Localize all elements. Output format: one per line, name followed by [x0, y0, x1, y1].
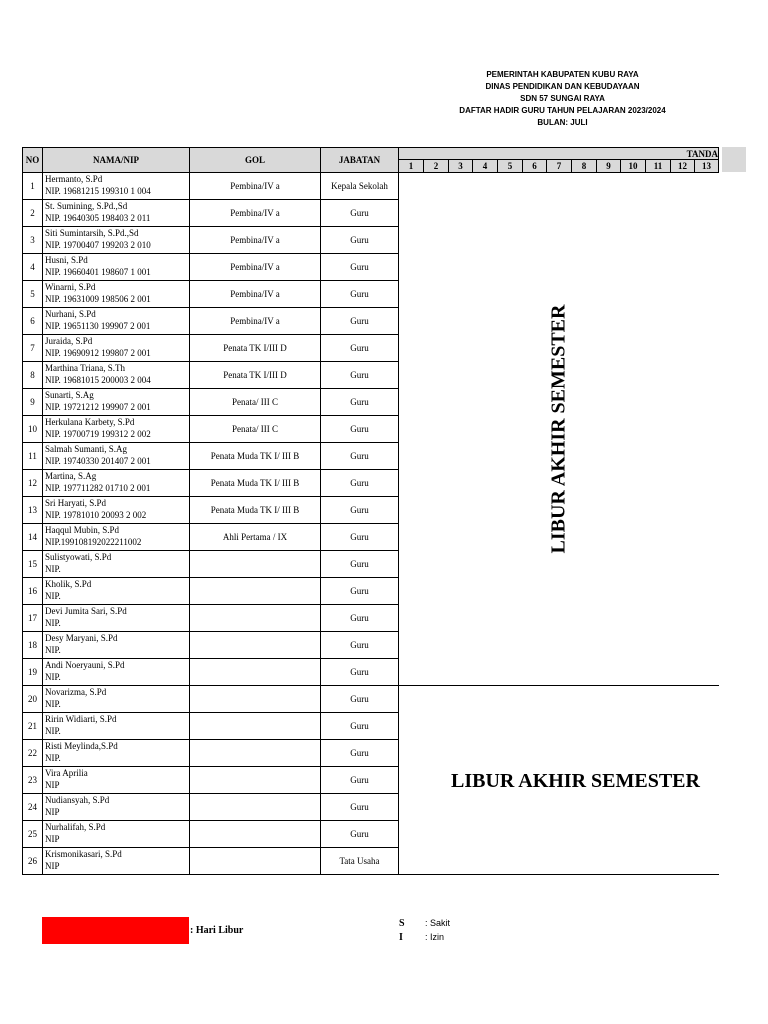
- teacher-name: Sunarti, S.Ag: [45, 390, 94, 400]
- header-month: BULAN: JULI: [537, 118, 588, 127]
- teacher-gol: Pembina/IV a: [190, 227, 321, 254]
- teacher-nip: NIP. 19660401 198607 1 001: [45, 267, 151, 277]
- col-header-gol: GOL: [190, 148, 321, 173]
- teacher-nip: NIP.: [45, 672, 61, 682]
- day-header-cell: 5: [498, 160, 523, 173]
- teacher-jabatan: Guru: [321, 578, 399, 605]
- teacher-gol: [190, 632, 321, 659]
- teacher-nip: NIP. 19781010 20093 2 002: [45, 510, 147, 520]
- teacher-nip: NIP. 19640305 198403 2 011: [45, 213, 151, 223]
- teacher-nip: NIP. 19681215 199310 1 004: [45, 186, 151, 196]
- teacher-jabatan: Guru: [321, 470, 399, 497]
- teacher-nip: NIP. 19651130 199907 2 001: [45, 321, 151, 331]
- teacher-gol: Ahli Pertama / IX: [190, 524, 321, 551]
- teacher-jabatan: Kepala Sekolah: [321, 173, 399, 200]
- teacher-name: Hermanto, S.Pd: [45, 174, 103, 184]
- teacher-name: Haqqul Mubin, S.Pd: [45, 525, 120, 535]
- header-government: PEMERINTAH KABUPATEN KUBU RAYA: [486, 70, 639, 79]
- teacher-gol: Penata TK I/III D: [190, 335, 321, 362]
- teacher-name: Desy Maryani, S.Pd: [45, 633, 118, 643]
- teacher-jabatan: Guru: [321, 821, 399, 848]
- teacher-name-nip: [43, 632, 190, 659]
- teacher-name: St. Sumining, S.Pd.,Sd: [45, 201, 128, 211]
- legend-permit-code: I: [399, 932, 403, 943]
- day-header-cell: 12: [671, 160, 695, 173]
- libur-horizontal-text: LIBUR AKHIR SEMESTER: [451, 770, 700, 792]
- teacher-jabatan: Guru: [321, 605, 399, 632]
- row-number: 18: [23, 632, 43, 659]
- teacher-jabatan: Guru: [321, 227, 399, 254]
- teacher-name-nip: [43, 659, 190, 686]
- teacher-gol: Penata Muda TK I/ III B: [190, 443, 321, 470]
- legend-permit-label: : Izin: [425, 932, 445, 942]
- header-title: DAFTAR HADIR GURU TAHUN PELAJARAN 2023/2024: [459, 106, 666, 115]
- teacher-name: Andi Noeryauni, S.Pd: [45, 660, 125, 670]
- teacher-gol: [190, 713, 321, 740]
- header-overflow-shade: [722, 147, 746, 172]
- teacher-nip: NIP. 19721212 199907 2 001: [45, 402, 151, 412]
- teacher-name: Sri Haryati, S.Pd: [45, 498, 107, 508]
- teacher-gol: [190, 794, 321, 821]
- col-header-nama: NAMA/NIP: [43, 148, 190, 173]
- teacher-name-nip: [43, 578, 190, 605]
- teacher-nip: NIP.: [45, 645, 61, 655]
- teacher-nip: NIP: [45, 834, 60, 844]
- teacher-name: Husni, S.Pd: [45, 255, 88, 265]
- row-number: 17: [23, 605, 43, 632]
- libur-block-vertical: [399, 173, 719, 686]
- row-number: 14: [23, 524, 43, 551]
- teacher-gol: Penata TK I/III D: [190, 362, 321, 389]
- teacher-name-nip: [43, 362, 190, 389]
- teacher-jabatan: Guru: [321, 362, 399, 389]
- teacher-jabatan: Guru: [321, 389, 399, 416]
- day-header-cell: 13: [695, 160, 719, 173]
- teacher-jabatan: Guru: [321, 416, 399, 443]
- table-row: [23, 686, 719, 713]
- teacher-name-nip: [43, 254, 190, 281]
- teacher-gol: [190, 578, 321, 605]
- teacher-name-nip: [43, 497, 190, 524]
- legend-sick-code: S: [399, 918, 405, 929]
- teacher-name-nip: [43, 605, 190, 632]
- teacher-gol: Pembina/IV a: [190, 254, 321, 281]
- row-number: 7: [23, 335, 43, 362]
- row-number: 11: [23, 443, 43, 470]
- col-header-tanda: TANDA: [399, 148, 719, 160]
- teacher-nip: NIP: [45, 807, 60, 817]
- teacher-gol: [190, 767, 321, 794]
- teacher-gol: Penata/ III C: [190, 416, 321, 443]
- teacher-jabatan: Guru: [321, 632, 399, 659]
- teacher-gol: Pembina/IV a: [190, 281, 321, 308]
- holiday-color-swatch: [42, 917, 189, 944]
- teacher-name-nip: [43, 551, 190, 578]
- teacher-gol: [190, 551, 321, 578]
- teacher-jabatan: Guru: [321, 308, 399, 335]
- teacher-jabatan: Guru: [321, 767, 399, 794]
- row-number: 24: [23, 794, 43, 821]
- teacher-gol: [190, 659, 321, 686]
- teacher-name-nip: [43, 740, 190, 767]
- teacher-jabatan: Guru: [321, 686, 399, 713]
- row-number: 10: [23, 416, 43, 443]
- teacher-jabatan: Tata Usaha: [321, 848, 399, 875]
- col-header-jabatan: JABATAN: [321, 148, 399, 173]
- row-number: 19: [23, 659, 43, 686]
- teacher-jabatan: Guru: [321, 551, 399, 578]
- teacher-name-nip: [43, 443, 190, 470]
- teacher-jabatan: Guru: [321, 524, 399, 551]
- teacher-nip: NIP.199108192022211002: [45, 537, 142, 547]
- teacher-nip: NIP. 19700719 199312 2 002: [45, 429, 151, 439]
- teacher-nip: NIP. 197711282 01710 2 001: [45, 483, 151, 493]
- teacher-nip: NIP.: [45, 699, 61, 709]
- libur-vertical-text: LIBUR AKHIR SEMESTER: [547, 304, 570, 554]
- teacher-name: Nudiansyah, S.Pd: [45, 795, 110, 805]
- holiday-legend-label: : Hari Libur: [190, 925, 244, 936]
- teacher-name-nip: [43, 308, 190, 335]
- day-header-cell: 3: [449, 160, 473, 173]
- day-header-cell: 6: [523, 160, 547, 173]
- teacher-name: Herkulana Karbety, S.Pd: [45, 417, 135, 427]
- row-number: 4: [23, 254, 43, 281]
- row-number: 8: [23, 362, 43, 389]
- teacher-name: Sulistyowati, S.Pd: [45, 552, 112, 562]
- teacher-name: Martina, S.Ag: [45, 471, 97, 481]
- document-header: [420, 69, 705, 129]
- teacher-name-nip: [43, 470, 190, 497]
- day-header-cell: 10: [621, 160, 646, 173]
- row-number: 22: [23, 740, 43, 767]
- teacher-gol: [190, 686, 321, 713]
- teacher-jabatan: Guru: [321, 443, 399, 470]
- teacher-jabatan: Guru: [321, 794, 399, 821]
- teacher-gol: [190, 740, 321, 767]
- row-number: 26: [23, 848, 43, 875]
- teacher-jabatan: Guru: [321, 659, 399, 686]
- row-number: 1: [23, 173, 43, 200]
- teacher-nip: NIP.: [45, 753, 61, 763]
- teacher-gol: Pembina/IV a: [190, 173, 321, 200]
- teacher-name: Vira Aprilia: [45, 768, 88, 778]
- teacher-name: Salmah Sumanti, S.Ag: [45, 444, 128, 454]
- row-number: 5: [23, 281, 43, 308]
- teacher-name-nip: [43, 389, 190, 416]
- teacher-gol: Pembina/IV a: [190, 308, 321, 335]
- teacher-jabatan: Guru: [321, 335, 399, 362]
- teacher-name: Risti Meylinda,S.Pd: [45, 741, 118, 751]
- day-header-cell: 8: [572, 160, 597, 173]
- teacher-name: Winarni, S.Pd: [45, 282, 96, 292]
- teacher-gol: [190, 821, 321, 848]
- teacher-gol: Penata/ III C: [190, 389, 321, 416]
- teacher-name: Siti Sumintarsih, S.Pd.,Sd: [45, 228, 139, 238]
- row-number: 3: [23, 227, 43, 254]
- row-number: 21: [23, 713, 43, 740]
- row-number: 13: [23, 497, 43, 524]
- teacher-nip: NIP. 19631009 198506 2 001: [45, 294, 151, 304]
- col-header-no: NO: [23, 148, 43, 173]
- teacher-name-nip: [43, 335, 190, 362]
- day-header-cell: 2: [424, 160, 449, 173]
- teacher-name-nip: [43, 281, 190, 308]
- teacher-nip: NIP. 19740330 201407 2 001: [45, 456, 151, 466]
- teacher-nip: NIP. 19690912 199807 2 001: [45, 348, 151, 358]
- teacher-name-nip: [43, 173, 190, 200]
- teacher-name: Novarizma, S.Pd: [45, 687, 107, 697]
- row-number: 20: [23, 686, 43, 713]
- teacher-name-nip: [43, 767, 190, 794]
- teacher-name-nip: [43, 227, 190, 254]
- teacher-name-nip: [43, 524, 190, 551]
- teacher-nip: NIP: [45, 861, 60, 871]
- row-number: 2: [23, 200, 43, 227]
- row-number: 23: [23, 767, 43, 794]
- teacher-jabatan: Guru: [321, 497, 399, 524]
- row-number: 16: [23, 578, 43, 605]
- teacher-name-nip: [43, 821, 190, 848]
- teacher-nip: NIP.: [45, 618, 61, 628]
- row-number: 12: [23, 470, 43, 497]
- teacher-name: Kholik, S.Pd: [45, 579, 92, 589]
- day-header-cell: 4: [473, 160, 498, 173]
- teacher-name: Nurhani, S.Pd: [45, 309, 96, 319]
- teacher-nip: NIP.: [45, 591, 61, 601]
- teacher-name: Juraida, S.Pd: [45, 336, 93, 346]
- row-number: 6: [23, 308, 43, 335]
- teacher-nip: NIP. 19681015 200003 2 004: [45, 375, 151, 385]
- teacher-nip: NIP.: [45, 726, 61, 736]
- day-header-cell: 9: [597, 160, 621, 173]
- header-school: SDN 57 SUNGAI RAYA: [520, 94, 605, 103]
- legend-sick-label: : Sakit: [425, 918, 451, 928]
- table-row: [23, 173, 719, 200]
- teacher-name: Marthina Triana, S.Th: [45, 363, 125, 373]
- teacher-jabatan: Guru: [321, 281, 399, 308]
- attendance-table: [22, 147, 719, 875]
- teacher-name-nip: [43, 200, 190, 227]
- teacher-gol: Pembina/IV a: [190, 200, 321, 227]
- teacher-nip: NIP. 19700407 199203 2 010: [45, 240, 151, 250]
- teacher-name-nip: [43, 416, 190, 443]
- teacher-name-nip: [43, 794, 190, 821]
- day-header-cell: 1: [399, 160, 424, 173]
- day-header-cell: 7: [547, 160, 572, 173]
- teacher-jabatan: Guru: [321, 740, 399, 767]
- teacher-name: Nurhalifah, S.Pd: [45, 822, 106, 832]
- teacher-name: Ririn Widiarti, S.Pd: [45, 714, 117, 724]
- teacher-nip: NIP: [45, 780, 60, 790]
- teacher-name: Krismonikasari, S.Pd: [45, 849, 122, 859]
- teacher-gol: Penata Muda TK I/ III B: [190, 497, 321, 524]
- teacher-gol: [190, 605, 321, 632]
- day-header-cell: 11: [646, 160, 671, 173]
- row-number: 15: [23, 551, 43, 578]
- legend-sick: [399, 918, 450, 929]
- teacher-name-nip: [43, 713, 190, 740]
- row-number: 9: [23, 389, 43, 416]
- teacher-name-nip: [43, 848, 190, 875]
- header-department: DINAS PENDIDIKAN DAN KEBUDAYAAN: [485, 82, 640, 91]
- teacher-nip: NIP.: [45, 564, 61, 574]
- row-number: 25: [23, 821, 43, 848]
- teacher-jabatan: Guru: [321, 254, 399, 281]
- legend-permit: [399, 932, 444, 943]
- teacher-name: Devi Jumita Sari, S.Pd: [45, 606, 127, 616]
- teacher-gol: [190, 848, 321, 875]
- teacher-gol: Penata Muda TK I/ III B: [190, 470, 321, 497]
- teacher-name-nip: [43, 686, 190, 713]
- teacher-jabatan: Guru: [321, 200, 399, 227]
- libur-block-horizontal: [399, 686, 719, 875]
- teacher-jabatan: Guru: [321, 713, 399, 740]
